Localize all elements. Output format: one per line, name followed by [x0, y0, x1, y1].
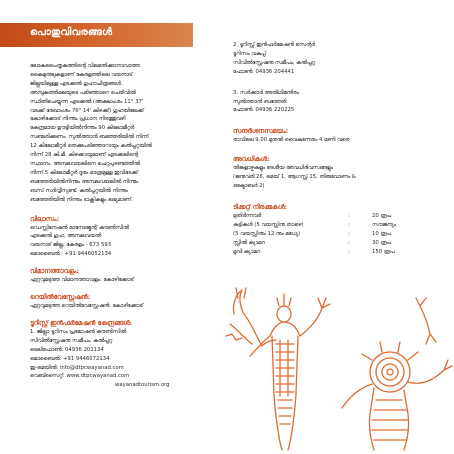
- table-row: [233, 239, 396, 248]
- info-centres-heading: ടൂറിസ്റ്റ് ഇൻഫർമേഷൻ കേന്ദ്രങ്ങൾ:: [30, 318, 133, 327]
- intro-paragraph: [30, 62, 226, 205]
- ticket-separator: :: [348, 248, 350, 255]
- info-centre-2: [233, 41, 438, 77]
- ticket-label: സ്റ്റിൽ ക്യാമറ: [233, 239, 265, 246]
- centre-3-line: സുൽത്താൻ ബത്തേരി: [233, 98, 287, 105]
- intro-line: കൈമുതലുകളാണ് കേരളത്തിലെ വയനാട്: [30, 71, 133, 78]
- visiting-hours-line: രാവിലെ 9.00 മുതൽ വൈകുന്നേരം 4 മണി വരെ: [233, 137, 350, 144]
- table-row: [233, 248, 396, 257]
- info-centres-section: [30, 319, 226, 390]
- page-title: പൊതുവിവരങ്ങൾ: [30, 27, 113, 38]
- intro-line: നിന്ന് 28 കി.മീ. കിഴക്കായുമാണ് എടക്കലിന്റെ: [30, 152, 138, 159]
- table-row: [233, 230, 396, 239]
- ticket-label: മുതിർന്നവർ: [233, 212, 262, 219]
- ticket-separator: :: [348, 212, 350, 219]
- intro-line: കേന്ദ്രമായ ഊട്ടിയിൽനിന്നും 90 കിലോമീറ്റർ: [30, 125, 135, 132]
- intro-line: സഞ്ചരിക്കണം. സുൽത്താൻ ബത്തേരിയിൽ നിന്ന്: [30, 134, 149, 141]
- visiting-hours-heading: സന്ദർശനസമയം:: [233, 127, 289, 136]
- right-column: [233, 41, 438, 265]
- address-line: ഡെസ്റ്റിനേഷൻ മാനേജ്മെന്റ് കൗൺസിൽ: [30, 224, 129, 231]
- holidays-section: [233, 155, 438, 191]
- email-link[interactable]: ഇ-മെയിൽ: info@dtpcwayanad.com: [30, 364, 124, 371]
- centre-2-line: 2. ടൂറിസ്റ്റ് ഇൻഫർമേഷൻ സെന്റർ: [233, 42, 315, 48]
- cave-art-illustration: [222, 284, 454, 452]
- ticket-label: കുട്ടികൾ (5 വയസ്സിനു താഴെ): [233, 221, 304, 228]
- railway-line: ഏറ്റവുമടുത്ത റെയിൽവേസ്റ്റേഷൻ: കോഴിക്കോട്: [30, 303, 144, 310]
- airport-heading: വിമാനത്താവളം:: [30, 267, 80, 276]
- holidays-line: തിങ്കളാഴ്ചകളും ദേശീയ അവധിദിവസങ്ങളും: [233, 165, 333, 172]
- ticket-rates-heading: ടിക്കറ്റ് നിരക്കുകൾ:: [233, 202, 288, 211]
- info-centre-3: [233, 89, 438, 116]
- visiting-hours-section: [233, 127, 438, 145]
- info-centre-line: ടെലിഫോൺ: 04936 202134: [30, 346, 104, 353]
- centre-2-line: ടൂറിസം വകുപ്പ്: [233, 50, 266, 57]
- intro-line: സ്ഥാനം. അമ്പലവയലിനെ ചെറുപുഴണ്ടത്തിൽ: [30, 160, 140, 167]
- ticket-rates-table: [233, 212, 396, 257]
- section-banner: [0, 23, 193, 47]
- info-centre-line: മൊബൈൽ: +91 9446072134: [30, 355, 110, 362]
- centre-2-line: ഫോൺ: 04936 204441: [233, 68, 295, 75]
- address-line: വയനാട് ജില്ല, കേരളം - 673 593: [30, 242, 112, 249]
- info-centre-line: സിവിൽസ്റ്റേഷനു സമീപം, കൽപ്പറ്റ: [30, 337, 113, 344]
- centre-3-line: 3. സർക്കാർ അതിഥിമന്ദിരം: [233, 89, 299, 96]
- intro-line: 12 കിലോമീറ്റർ തെക്കുപടിഞ്ഞാറായും കൽപ്പറ്റയിൽ: [30, 143, 152, 150]
- railway-section: [30, 293, 226, 311]
- holidays-line: ഒക്ടോബർ 2): [233, 183, 265, 190]
- intro-line: ബത്തേരിയിൽ നിന്നും ടാക്സികളും ലഭ്യമാണ്.: [30, 196, 133, 203]
- ticket-separator: :: [348, 230, 350, 237]
- intro-line: ലോകപൈതൃകത്തിന്റെ വിലമതിക്കാനാവാത്ത: [30, 63, 140, 69]
- website-link-2[interactable]: wayanadtourism.org: [115, 382, 170, 389]
- ticket-price: 150 രൂപ: [372, 248, 395, 255]
- centre-2-line: സിവിൽസ്റ്റേഷനു സമീപം, കൽപ്പറ്റ: [233, 59, 316, 66]
- intro-line: ബസ് സർവ്വീസുണ്ട്. കൽപ്പറ്റയിൽ നിന്നും: [30, 187, 128, 194]
- railway-heading: റെയിൽവേസ്റ്റേഷൻ:: [30, 293, 91, 302]
- website-link[interactable]: വെബ്സൈറ്റ്: www.dtpcwayanad.com: [30, 373, 130, 380]
- ticket-rates-section: [233, 203, 438, 257]
- ticket-separator: :: [348, 221, 350, 228]
- holidays-heading: അവധികൾ:: [233, 155, 270, 164]
- right-figure-drawing: [342, 298, 452, 450]
- ticket-price: 30 രൂപ: [372, 239, 391, 246]
- ticket-price: സൗജന്യം: [372, 221, 396, 228]
- ticket-price: 20 രൂപ: [372, 212, 391, 219]
- holidays-line: (ജനുവരി 26, മെയ് 1, ആഗസ്റ്റ് 15, തിരുവോണം &: [233, 174, 356, 181]
- intro-line: വടക്ക് രേഖാംശം 76° 14' കിഴക്ക്) ഗുഹയിലേക്ക്: [30, 107, 144, 114]
- info-centre-line: 1. ജില്ലാ ടൂറിസം പ്രമോഷൻ കൗൺസിൽ: [30, 328, 127, 335]
- centre-3-line: ഫോൺ: 04936 220225: [233, 107, 295, 114]
- airport-section: [30, 267, 226, 285]
- ticket-label: മൂവി ക്യാമറ: [233, 248, 261, 255]
- intro-line: കോഴിക്കോട് നിന്നും പ്രധാന നിരത്തുവഴി: [30, 116, 126, 123]
- intro-line: ജില്ലയിലുള്ള എടക്കൽ ഗുഹാചിത്രങ്ങൾ.: [30, 80, 123, 87]
- address-line: എടക്കൽ ഗുഹ, അമ്പലവയൽ: [30, 233, 102, 240]
- intro-line: അമ്പുകുത്തിമലയുടെ പടിഞ്ഞാറെ ചെരിവിൽ: [30, 89, 136, 96]
- central-figure-drawing: [250, 294, 330, 450]
- ticket-label: (5 വയസ്സിനും 12 നും മധ്യേ): [233, 230, 301, 237]
- intro-line: ബത്തേരിയിൽനിന്നും അമ്പലവയലിൽ നിന്നും: [30, 178, 139, 185]
- address-line: മൊബൈൽ : +91 9446052134: [30, 251, 112, 258]
- intro-line: സ്ഥിതിചെയ്യുന്ന എടക്കൽ (അക്ഷാംശം 11° 37': [30, 98, 144, 105]
- address-heading: വിലാസം:: [30, 214, 60, 223]
- intro-line: നിന്ന് 5 കിലോമീറ്റർ ദൂരം മാത്രമുള്ള ഇവിടേക്ക്: [30, 169, 138, 176]
- airport-line: ഏറ്റവുമടുത്ത വിമാനത്താവളം: കോഴിക്കോട്: [30, 277, 134, 284]
- left-column: [30, 62, 226, 398]
- address-section: [30, 215, 226, 260]
- ticket-price: 10 രൂപ: [372, 230, 391, 237]
- ticket-separator: :: [348, 239, 350, 246]
- table-row: [233, 221, 396, 230]
- table-row: [233, 212, 396, 221]
